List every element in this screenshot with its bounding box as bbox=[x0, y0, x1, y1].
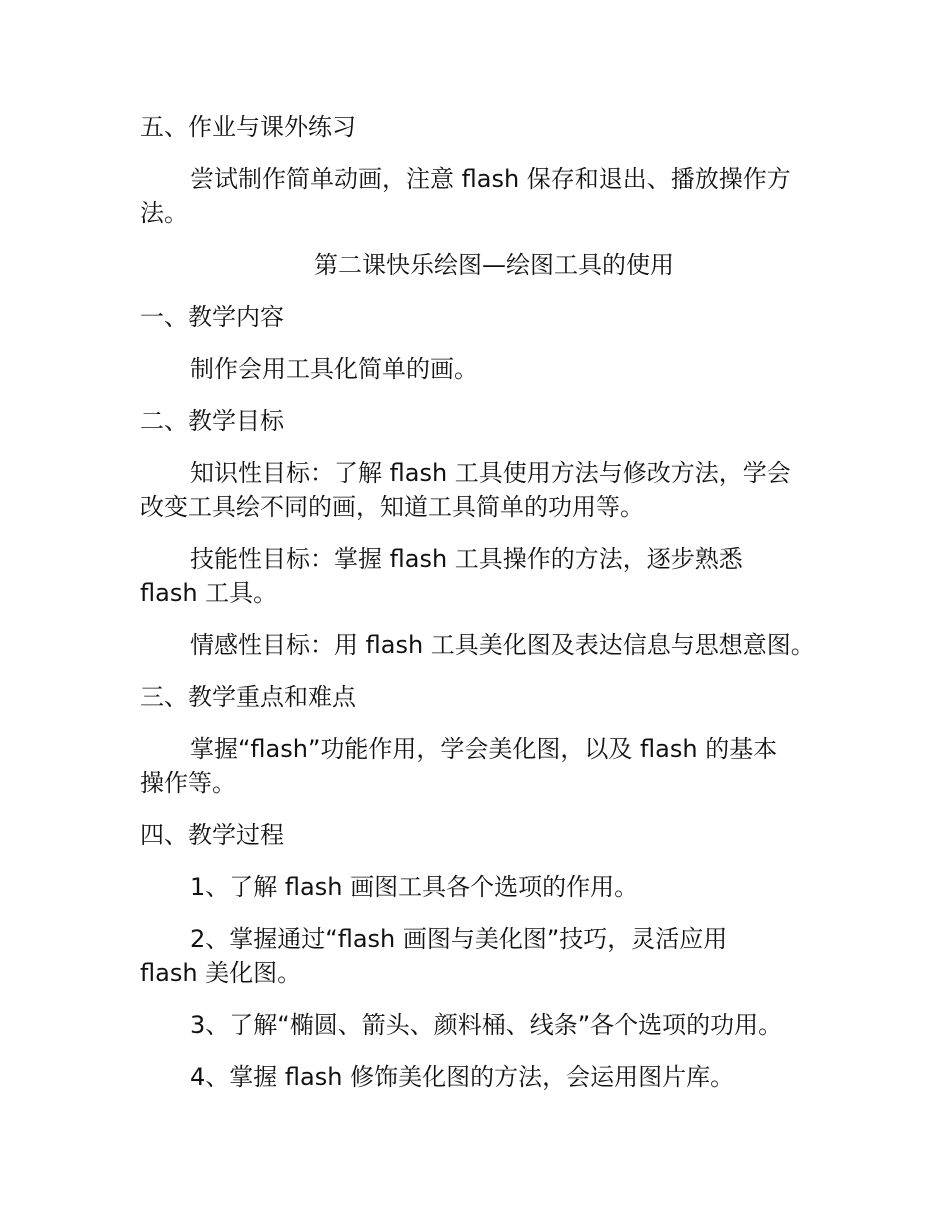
paragraph-line: 知识性目标：了解 flash 工具使用方法与修改方法，学会 bbox=[190, 459, 791, 487]
paragraph-homework bbox=[140, 162, 820, 230]
process-item-4: 4、掌握 flash 修饰美化图的方法，会运用图片库。 bbox=[190, 1063, 735, 1091]
paragraph-line: 尝试制作简单动画，注意 flash 保存和退出、播放操作方 bbox=[190, 165, 791, 193]
paragraph-key-points bbox=[140, 732, 820, 800]
paragraph-skill-goal bbox=[140, 542, 820, 610]
process-item-2 bbox=[140, 922, 820, 990]
document-page bbox=[140, 110, 820, 1112]
paragraph-line: flash 美化图。 bbox=[140, 959, 302, 987]
section-heading-content: 一、教学内容 bbox=[140, 303, 284, 331]
paragraph-line: 技能性目标：掌握 flash 工具操作的方法，逐步熟悉 bbox=[190, 545, 743, 573]
paragraph-line: 改变工具绘不同的画，知道工具简单的功用等。 bbox=[140, 493, 644, 521]
paragraph-knowledge-goal bbox=[140, 456, 820, 524]
process-item-3: 3、了解“椭圆、箭头、颜料桶、线条”各个选项的功用。 bbox=[190, 1011, 783, 1039]
section-heading-key-points: 三、教学重点和难点 bbox=[140, 683, 356, 711]
section-heading-goals: 二、教学目标 bbox=[140, 407, 284, 435]
paragraph-line: 掌握“flash”功能作用，学会美化图，以及 flash 的基本 bbox=[190, 735, 778, 763]
process-item-1: 1、了解 flash 画图工具各个选项的作用。 bbox=[190, 873, 639, 901]
lesson-title: 第二课快乐绘图—绘图工具的使用 bbox=[314, 251, 674, 279]
paragraph-line: 2、掌握通过“flash 画图与美化图”技巧，灵活应用 bbox=[190, 925, 728, 953]
section-heading-process: 四、教学过程 bbox=[140, 821, 284, 849]
paragraph-line: flash 工具。 bbox=[140, 579, 278, 607]
paragraph-line: 法。 bbox=[140, 199, 188, 227]
section-heading-homework: 五、作业与课外练习 bbox=[140, 113, 356, 141]
paragraph-line: 操作等。 bbox=[140, 769, 236, 797]
paragraph-content: 制作会用工具化简单的画。 bbox=[190, 355, 478, 383]
paragraph-emotion-goal: 情感性目标：用 flash 工具美化图及表达信息与思想意图。 bbox=[190, 631, 815, 659]
